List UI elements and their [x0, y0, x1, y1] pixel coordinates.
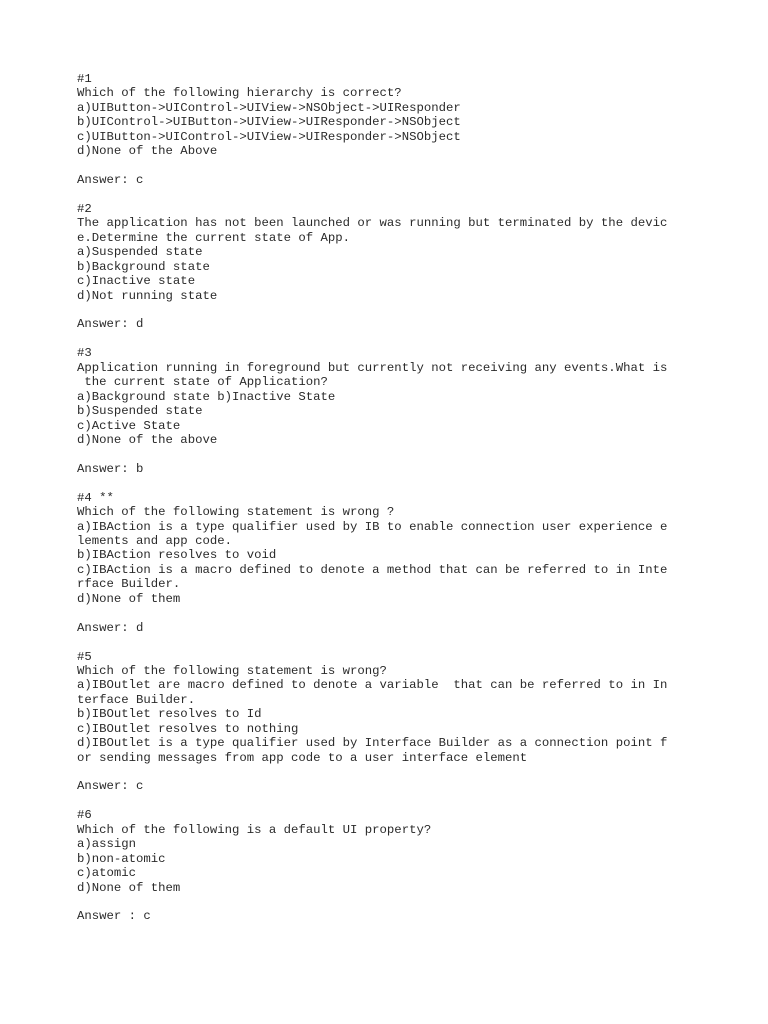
option-line: c)Inactive state	[77, 274, 196, 289]
question-block	[77, 491, 717, 650]
option-line: c)IBOutlet resolves to nothing	[77, 721, 299, 736]
spacer	[77, 635, 717, 649]
spacer	[77, 794, 717, 808]
question-text: The application has not been launched or was running but terminated by the devic	[77, 216, 668, 231]
spacer	[77, 447, 717, 461]
answer-line: Answer: d	[77, 317, 144, 332]
answer-line: Answer: d	[77, 620, 144, 635]
question-number: #2	[77, 201, 92, 216]
option-line: a)Suspended state	[77, 245, 203, 260]
answer-line: Answer: b	[77, 461, 144, 476]
question-number: #3	[77, 346, 92, 361]
option-line: a)Background state b)Inactive State	[77, 389, 336, 404]
quiz-content	[77, 72, 717, 924]
option-line: lements and app code.	[77, 534, 232, 548]
spacer	[77, 159, 717, 173]
option-line: a)assign	[77, 837, 137, 852]
question-text: Which of the following statement is wrong?	[77, 663, 387, 678]
option-line: b)IBAction resolves to void	[77, 548, 277, 563]
answer-line: Answer : c	[77, 909, 151, 924]
option-line: b)Background state	[77, 259, 210, 274]
option-line: a)UIButton->UIControl->UIView->NSObject->UIResponder	[77, 100, 461, 115]
question-text: Which of the following hierarchy is correct?	[77, 86, 402, 101]
option-line: d)None of them	[77, 591, 181, 606]
option-line: c)Active State	[77, 418, 181, 433]
option-line: c)UIButton->UIControl->UIView->UIResponder->NSObject	[77, 129, 461, 144]
spacer	[77, 188, 717, 202]
option-line: c)atomic	[77, 866, 137, 881]
spacer	[77, 303, 717, 317]
question-number: #5	[77, 649, 92, 664]
spacer	[77, 765, 717, 779]
option-line: b)UIControl->UIButton->UIView->UIResponder->NSObject	[77, 115, 461, 130]
spacer	[77, 476, 717, 490]
question-block	[77, 808, 717, 924]
spacer	[77, 895, 717, 909]
question-block	[77, 72, 717, 202]
question-text: Which of the following is a default UI property?	[77, 822, 432, 837]
question-block	[77, 202, 717, 346]
option-line: rface Builder.	[77, 577, 181, 592]
question-text: Application running in foreground but currently not receiving any events.What is	[77, 360, 668, 375]
answer-line: Answer: c	[77, 173, 144, 188]
question-number: #6	[77, 808, 92, 823]
question-number: #1	[77, 72, 92, 86]
option-line: b)non-atomic	[77, 851, 166, 866]
answer-line: Answer: c	[77, 779, 144, 794]
option-line: d)IBOutlet is a type qualifier used by Interface Builder as a connection point f	[77, 736, 668, 751]
spacer	[77, 606, 717, 620]
question-block	[77, 346, 717, 490]
spacer	[77, 332, 717, 346]
option-line: d)None of the above	[77, 432, 218, 447]
question-text: the current state of Application?	[77, 375, 328, 390]
option-line: b)Suspended state	[77, 404, 203, 419]
option-line: b)IBOutlet resolves to Id	[77, 707, 262, 722]
option-line: a)IBAction is a type qualifier used by IB to enable connection user experience e	[77, 519, 668, 534]
option-line: d)None of them	[77, 880, 181, 895]
question-number: #4 **	[77, 490, 114, 505]
option-line: c)IBAction is a macro defined to denote a method that can be referred to in Inte	[77, 562, 668, 577]
option-line: terface Builder.	[77, 692, 196, 707]
option-line: or sending messages from app code to a user interface element	[77, 750, 528, 765]
option-line: d)Not running state	[77, 288, 218, 303]
option-line: a)IBOutlet are macro defined to denote a variable that can be referred to in In	[77, 678, 668, 693]
question-text: e.Determine the current state of App.	[77, 230, 351, 245]
option-line: d)None of the Above	[77, 144, 218, 159]
question-block	[77, 650, 717, 809]
question-text: Which of the following statement is wrong ?	[77, 505, 395, 520]
